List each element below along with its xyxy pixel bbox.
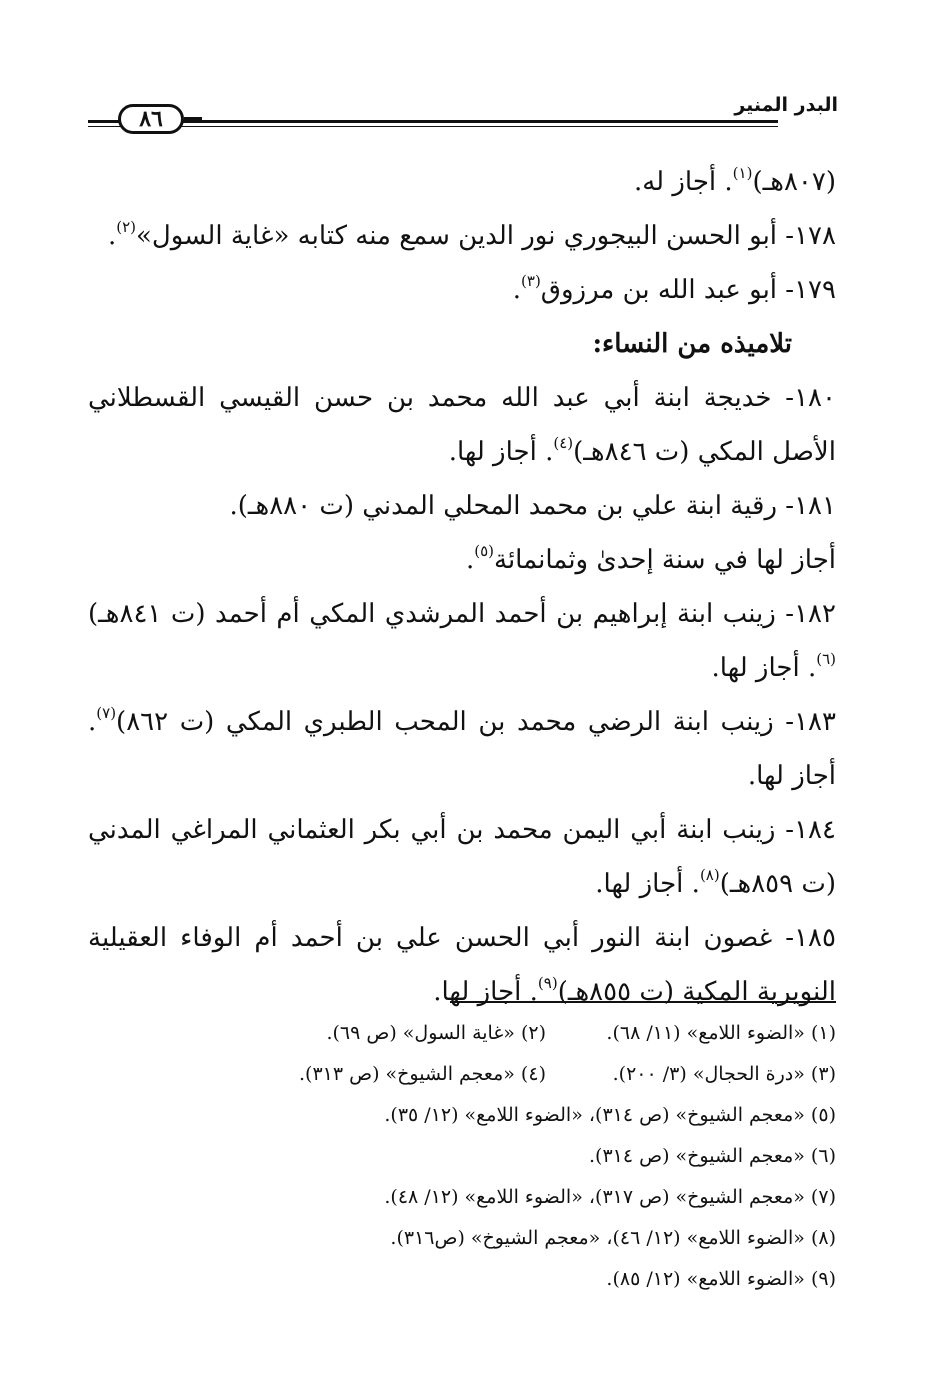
- entry-183: ١٨٣- زينب ابنة الرضي محمد بن المحب الطبري المكي (ت ٨٦٢)$^{(٧)}$. أجاز لها.: [88, 704, 836, 791]
- footnote-row: [88, 1095, 836, 1136]
- footnote-ref-9: (٩): [537, 974, 558, 992]
- footnote-row: [88, 1013, 836, 1054]
- footnote-1: (١) «الضوء اللامع» (١١/ ٦٨).: [606, 1022, 836, 1044]
- footnote-ref-4: (٤): [553, 434, 574, 452]
- entry-181-cont: أجاز لها في سنة إحدىٰ وثمانمائة$^{(٥)}$.: [465, 542, 836, 575]
- footnote-3: (٣) «درة الحجال» (٣/ ٢٠٠).: [612, 1063, 836, 1085]
- footnote-ref-3: (٣): [521, 272, 541, 290]
- page-number-tail: [184, 117, 202, 127]
- footnote-row: [88, 1177, 836, 1218]
- footnote-ref-5: (٥): [474, 542, 494, 560]
- footnote-row: [88, 1259, 836, 1300]
- footnote-2: (٢) «غاية السول» (ص ٦٩).: [326, 1022, 546, 1044]
- entry-177-end: (٨٠٧هـ)$^{(١)}$. أجاز له.: [633, 164, 836, 197]
- footnote-separator: [450, 1001, 836, 1003]
- entry-178: ١٧٨- أبو الحسن البيجوري نور الدين سمع منه كتابه «غاية السول»$^{(٢)}$.: [107, 218, 836, 251]
- entry-180: ١٨٠- خديجة ابنة أبي عبد الله محمد بن حسن القيسي القسطلاني الأصل المكي (ت ٨٤٦هـ)$^{(٤)}$. أجاز لها.: [88, 383, 836, 467]
- section-heading: تلاميذه من النساء:: [592, 329, 792, 359]
- entry-181: ١٨١- رقية ابنة علي بن محمد المحلي المدني (ت ٨٨٠هـ).: [229, 491, 836, 521]
- page-number: ٨٦: [118, 104, 184, 134]
- footnote-ref-7: (٧): [96, 704, 117, 722]
- footnotes: [88, 1013, 836, 1300]
- footnote-8: (٨) «الضوء اللامع» (١٢/ ٤٦)، «معجم الشيوخ» (ص٣١٦).: [390, 1227, 836, 1249]
- footnote-5: (٥) «معجم الشيوخ» (ص ٣١٤)، «الضوء اللامع» (١٢/ ٣٥).: [384, 1104, 836, 1126]
- footnote-row: [88, 1218, 836, 1259]
- footnote-7: (٧) «معجم الشيوخ» (ص ٣١٧)، «الضوء اللامع» (١٢/ ٤٨).: [384, 1186, 836, 1208]
- footnote-ref-2: (٢): [116, 218, 136, 236]
- footnote-ref-8: (٨): [699, 866, 720, 884]
- running-title: البدر المنير: [726, 94, 838, 116]
- page-header: [88, 96, 838, 142]
- page-number-badge: [106, 104, 196, 138]
- footnote-4: (٤) «معجم الشيوخ» (ص ٣١٣).: [298, 1063, 546, 1085]
- entry-182: ١٨٢- زينب ابنة إبراهيم بن أحمد المرشدي المكي أم أحمد (ت ٨٤١هـ)$^{(٦)}$. أجاز لها.: [88, 599, 836, 683]
- entry-185: ١٨٥- غصون ابنة النور أبي الحسن علي بن أحمد أم الوفاء العقيلية النويرية المكية (ت ٨٥٥هـ)$^{(٩)}$. أجاز لها.: [88, 923, 836, 1007]
- footnote-ref-6: (٦): [816, 650, 836, 668]
- footnote-9: (٩) «الضوء اللامع» (١٢/ ٨٥).: [606, 1268, 836, 1290]
- footnote-row: [88, 1054, 836, 1095]
- main-text: [88, 155, 836, 1019]
- footnote-ref-1: (١): [732, 164, 753, 182]
- footnote-6: (٦) «معجم الشيوخ» (ص ٣١٤).: [588, 1145, 836, 1167]
- entry-179: ١٧٩- أبو عبد الله بن مرزوق$^{(٣)}$.: [512, 272, 836, 305]
- entry-184: ١٨٤- زينب ابنة أبي اليمن محمد بن أبي بكر العثماني المراغي المدني (ت ٨٥٩هـ)$^{(٨)}$. أجاز لها.: [88, 815, 836, 899]
- footnote-row: [88, 1136, 836, 1177]
